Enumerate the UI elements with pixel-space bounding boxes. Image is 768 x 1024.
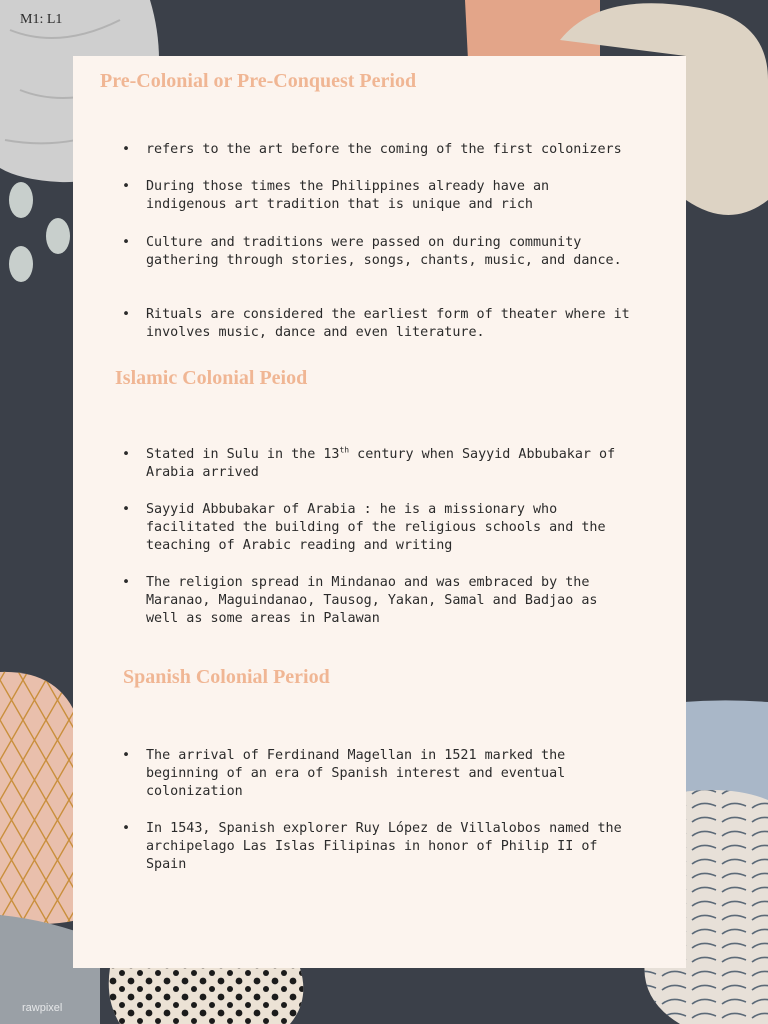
module-label: M1: L1 — [20, 12, 63, 27]
bullet-icon: • — [122, 179, 131, 194]
list-item: • Culture and traditions were passed on during community gathering through stories, songs, chants, music, and dance. — [122, 235, 622, 268]
list-item: • During those times the Philippines already have an indigenous art tradition that is unique and rich — [122, 179, 550, 212]
list-item: • The religion spread in Mindanao and was embraced by the Maranao, Maguindanao, Tausog, Yakan, Samal and Badjao as well as some areas in Palawan — [122, 575, 598, 626]
bullet-icon: • — [122, 447, 131, 462]
rawpixel-watermark: rawpixel — [22, 1002, 63, 1014]
heading-islamic: Islamic Colonial Peiod — [115, 367, 308, 389]
heading-pre-colonial: Pre-Colonial or Pre-Conquest Period — [100, 70, 417, 92]
list-item: • Rituals are considered the earliest form of theater where it involves music, dance and even literature. — [122, 307, 630, 340]
bullet-icon: • — [122, 142, 131, 157]
list-item: • Stated in Sulu in the 13th century when Sayyid Abbubakar of Arabia arrived — [122, 445, 616, 480]
list-item: • refers to the art before the coming of the first colonizers — [122, 142, 622, 157]
heading-spanish: Spanish Colonial Period — [123, 666, 330, 688]
list-item: • In 1543, Spanish explorer Ruy López de Villalobos named the archipelago Las Islas Filipinas in honor of Philip II of Spain — [122, 821, 622, 872]
bullet-icon: • — [122, 307, 131, 322]
bullet-icon: • — [122, 235, 131, 250]
list-item: • Sayyid Abbubakar of Arabia : he is a missionary who facilitated the building of the religious schools and the teaching of Arabic reading and writing — [122, 502, 606, 553]
bullet-icon: • — [122, 575, 131, 590]
bullet-icon: • — [122, 821, 131, 836]
list-item: • The arrival of Ferdinand Magellan in 1521 marked the beginning of an era of Spanish interest and eventual colonization — [122, 748, 566, 799]
bullet-icon: • — [122, 502, 131, 517]
bullet-icon: • — [122, 748, 131, 763]
